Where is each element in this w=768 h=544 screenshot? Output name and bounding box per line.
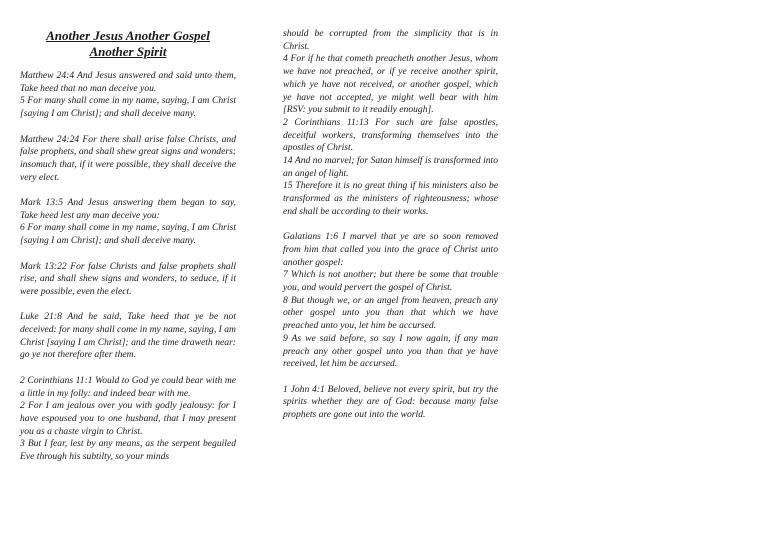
verse-paragraph: 2 Corinthians 11:13 For such are false apostles, deceitful workers, transforming themselves into the apostles of Christ. [283,116,498,154]
verse-paragraph: 8 But though we, or an angel from heaven, preach any other gospel unto you than that which we have preached unto you, let him be accursed. [283,294,498,332]
verse-paragraph: Mark 13:5 And Jesus answering them began to say, Take heed lest any man deceive you: [20,197,236,221]
left-verse-list [20,70,236,464]
document-title [20,28,236,59]
verse-paragraph: 1 John 4:1 Beloved, believe not every spirit, but try the spirits whether they are of God: because many false prophets are gone out into the world. [283,383,498,421]
verse-paragraph: Galatians 1:6 I marvel that ye are so soon removed from him that called you into the grace of Christ unto another gospel: [283,231,498,268]
right-column [283,28,498,422]
verse-paragraph: Matthew 24:4 And Jesus answered and said unto them, Take heed that no man deceive you. [20,70,236,94]
verse-paragraph: 2 Corinthians 11:1 Would to God ye could bear with me a little in my folly: and indeed bear with me. [20,374,236,399]
title-line-1: Another Jesus Another Gospel [46,28,210,43]
verse-paragraph: 4 For if he that cometh preacheth another Jesus, whom we have not preached, or if ye receive another spirit, which ye have not received, or another gospel, which ye have not accepted, ye might well bear with him [RSV: you submit to it readily enough]. [283,53,498,116]
verse-paragraph: 6 For many shall come in my name, saying, I am Christ [saying I am Christ]; and shall deceive many. [20,222,236,247]
verse-paragraph: 5 For many shall come in my name, saying, I am Christ [saying I am Christ]; and shall deceive many. [20,95,236,120]
verse-paragraph: 15 Therefore it is no great thing if his ministers also be transformed as the ministers of righteousness; whose end shall be according to their works. [283,180,498,217]
verse-paragraph: Mark 13:22 For false Christs and false prophets shall rise, and shall shew signs and wonders, to seduce, if it were possible, even the elect. [20,260,236,297]
verse-paragraph: Luke 21:8 And he said, Take heed that ye be not deceived: for many shall come in my name, saying, I am Christ [saying I am Christ]; and the time draweth near: go ye not therefore after them. [20,311,236,361]
verse-paragraph: 7 Which is not another; but there be some that trouble you, and would pervert the gospel of Christ. [283,269,498,294]
verse-paragraph: Matthew 24:24 For there shall arise false Christs, and false prophets, and shall shew great signs and wonders; insomuch that, if it were possible, they shall deceive the very elect. [20,133,236,183]
verse-paragraph: 9 As we said before, so say I now again, if any man preach any other gospel unto you than that ye have received, let him be accursed. [283,332,498,370]
verse-paragraph: 3 But I fear, lest by any means, as the serpent beguiled Eve through his subtilty, so your minds [20,438,236,463]
verse-paragraph: 2 For I am jealous over you with godly jealousy: for I have espoused you to one husband, that I may present you as a chaste virgin to Christ. [20,400,236,437]
verse-paragraph: 14 And no marvel; for Satan himself is transformed into an angel of light. [283,155,498,179]
left-column [20,28,236,464]
right-verse-list [283,28,498,422]
verse-paragraph: should be corrupted from the simplicity that is in Christ. [283,28,498,52]
title-line-2: Another Spirit [89,43,167,59]
